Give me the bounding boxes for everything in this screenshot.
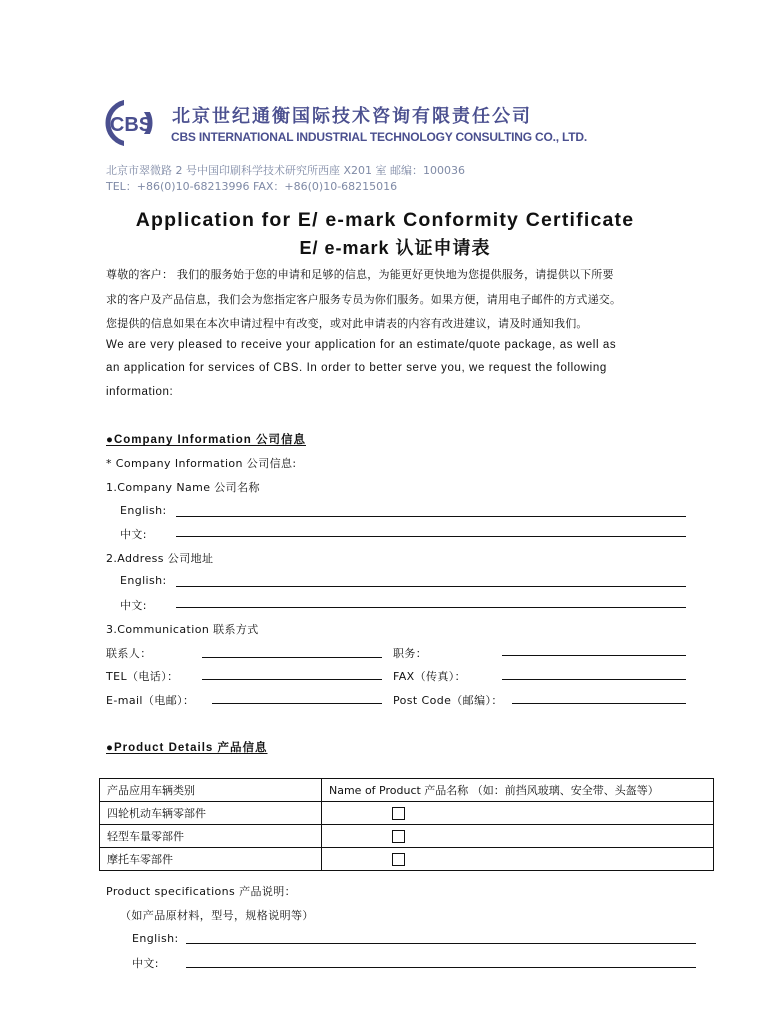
contact-person-label: 联系人： xyxy=(106,647,152,660)
category-label: 轻型车量零部件 xyxy=(107,830,184,843)
email-label: E-mail（电邮）： xyxy=(106,694,195,707)
product-name-cell[interactable] xyxy=(322,825,714,848)
form-title-en: Application for E/ e-mark Conformity Certificate xyxy=(135,209,635,231)
svg-text:CBS: CBS xyxy=(109,114,153,136)
intro-cn-line: 您提供的信息如果在本次申请过程中有改变，或对此申请表的内容有改进建议，请及时通知我们。 xyxy=(106,317,588,330)
table-row xyxy=(100,802,714,825)
company-name-en: CBS INTERNATIONAL INDUSTRIAL TECHNOLOGY CONSULTING CO., LTD. xyxy=(171,130,587,144)
company-name-chinese-field[interactable] xyxy=(176,536,686,537)
product-section-heading: ●Product Details 产品信息 xyxy=(106,742,268,754)
post-code-field[interactable] xyxy=(512,703,686,704)
post-code-label: Post Code（邮编）： xyxy=(393,694,503,707)
category-checkbox[interactable] xyxy=(392,807,405,820)
company-section-heading: ●Company Information 公司信息 xyxy=(106,434,306,446)
company-name-label: 1.Company Name 公司名称 xyxy=(106,481,260,494)
company-name-english-field[interactable] xyxy=(176,516,686,517)
table-header-category: 产品应用车辆类别 xyxy=(100,779,322,802)
address-english-field[interactable] xyxy=(176,586,686,587)
spec-english-field[interactable] xyxy=(186,943,696,944)
company-address: 北京市翠微路 2 号中国印刷科学技术研究所西座 X201 室 邮编：100036 xyxy=(106,164,466,177)
table-row xyxy=(100,848,714,871)
address-label: 2.Address 公司地址 xyxy=(106,552,214,565)
company-subheading: * Company Information 公司信息: xyxy=(106,457,297,470)
company-logo xyxy=(104,98,154,148)
table-row xyxy=(100,825,714,848)
table-header-product-name: Name of Product 产品名称 （如：前挡风玻璃、安全带、头盔等） xyxy=(322,779,714,802)
fax-field[interactable] xyxy=(502,679,686,680)
category-checkbox[interactable] xyxy=(392,830,405,843)
position-label: 职务： xyxy=(393,647,428,660)
position-field[interactable] xyxy=(502,655,686,656)
company-name-english-label: English: xyxy=(120,504,167,517)
company-name-cn: 北京世纪通衡国际技术咨询有限责任公司 xyxy=(172,106,532,127)
address-chinese-field[interactable] xyxy=(176,607,686,608)
product-name-cell[interactable] xyxy=(322,802,714,825)
product-spec-label: Product specifications 产品说明： xyxy=(106,885,297,898)
spec-chinese-field[interactable] xyxy=(186,967,696,968)
intro-en-line: an application for services of CBS. In order to better serve you, we request the following xyxy=(106,362,607,374)
address-english-label: English: xyxy=(120,574,167,587)
intro-cn-line: 尊敬的客户： 我们的服务始于您的申请和足够的信息，为能更好更快地为您提供服务，请提供以下所要 xyxy=(106,268,614,281)
category-cell xyxy=(100,825,322,848)
fax-label: FAX（传真）： xyxy=(393,670,467,683)
product-name-cell[interactable] xyxy=(322,848,714,871)
category-label: 摩托车零部件 xyxy=(107,853,173,866)
product-spec-hint: （如产品原材料，型号，规格说明等） xyxy=(120,909,314,922)
tel-field[interactable] xyxy=(202,679,382,680)
communication-label: 3.Communication 联系方式 xyxy=(106,623,259,636)
product-table xyxy=(99,778,714,871)
company-name-chinese-label: 中文: xyxy=(120,528,147,541)
category-label: 四轮机动车辆零部件 xyxy=(107,807,206,820)
address-chinese-label: 中文: xyxy=(120,599,147,612)
company-tel-fax: TEL：+86(0)10-68213996 FAX：+86(0)10-68215016 xyxy=(106,180,398,193)
contact-person-field[interactable] xyxy=(202,657,382,658)
spec-chinese-label: 中文: xyxy=(132,957,159,970)
form-title-cn: E/ e-mark 认证申请表 xyxy=(299,238,491,258)
table-header-row xyxy=(100,779,714,802)
category-cell xyxy=(100,802,322,825)
category-cell xyxy=(100,848,322,871)
category-checkbox[interactable] xyxy=(392,853,405,866)
intro-cn-line: 求的客户及产品信息，我们会为您指定客户服务专员为你们服务。如果方便，请用电子邮件的方式递交。 xyxy=(106,293,622,306)
tel-label: TEL（电话）： xyxy=(106,670,179,683)
intro-en-line: information: xyxy=(106,386,174,398)
email-field[interactable] xyxy=(212,703,382,704)
spec-english-label: English: xyxy=(132,932,179,945)
intro-en-line: We are very pleased to receive your application for an estimate/quote package, as well as xyxy=(106,339,617,351)
